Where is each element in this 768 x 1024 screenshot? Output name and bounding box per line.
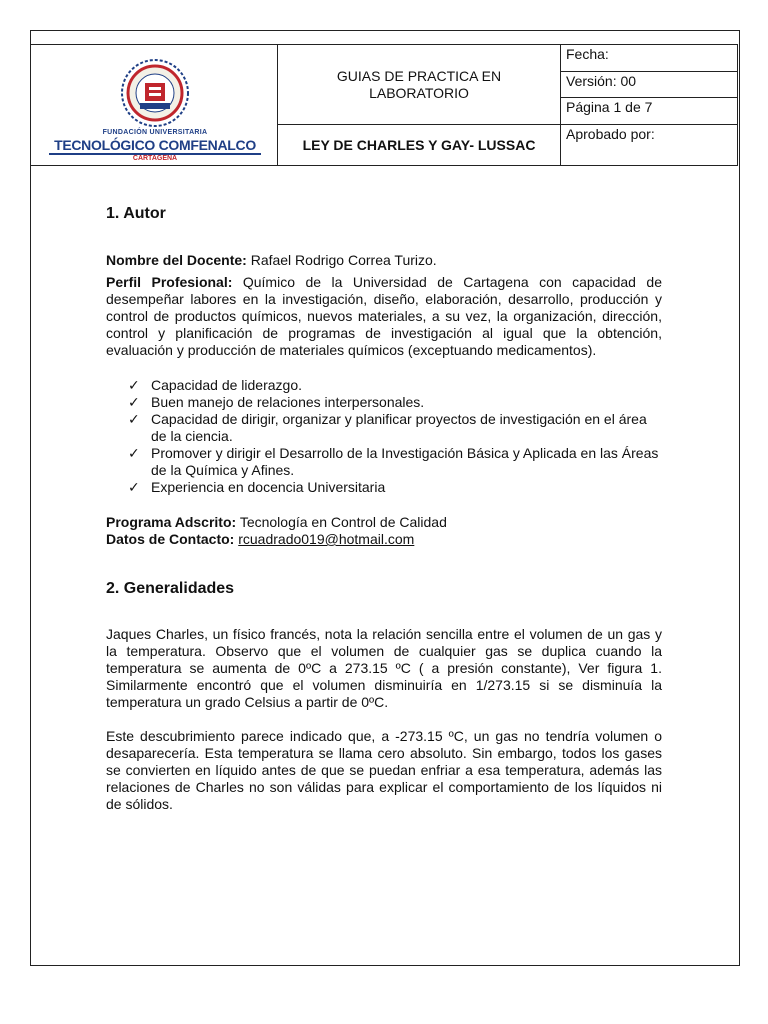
document-subtitle-cell: [277, 124, 561, 166]
generalidades-paragraph-1: Jaques Charles, un físico francés, nota la relación sencilla entre el volumen de un gas y la temperatura. Observo que el volumen de cualquier gas se duplica cuando la temperatura se aumenta de 0ºC a 273.15 ºC ( a presión constante), Ver figura 1. Similarmente encontró que el volumen disminuiría en 1/273.15 si se disminuía la temperatura un grado Celsius a partir de 0ºC.: [106, 626, 662, 710]
logo-line-1: FUNDACIÓN UNIVERSITARIA: [102, 129, 208, 136]
docente-label: Nombre del Docente:: [106, 252, 247, 268]
list-item: [106, 479, 662, 496]
contacto-label: Datos de Contacto:: [106, 531, 235, 547]
programa-label: Programa Adscrito:: [106, 514, 237, 530]
list-item: [106, 377, 662, 394]
list-item: [106, 445, 662, 479]
list-item-text: Capacidad de dirigir, organizar y planificar proyectos de investigación en el área de la ciencia.: [151, 411, 647, 444]
list-item: [106, 411, 662, 445]
document-title-cell: [277, 44, 561, 125]
pagina-label: Página 1 de 7: [566, 99, 653, 115]
perfil-label: Perfil Profesional:: [106, 274, 233, 290]
perfil-value: Químico de la Universidad de Cartagena con capacidad de desempeñar labores en la investigación, diseño, elaboración, desarrollo, producción y control de productos químicos, nuevos materiales, a su vez, la organización, dirección, control y planificación de programas de investigación al igual que la obtención, evaluación y producción de materiales químicos (exceptuando medicamentos).: [106, 274, 662, 358]
logo-line-3: CARTAGENA: [132, 155, 178, 162]
fecha-label: Fecha:: [566, 46, 609, 62]
document-header: [30, 44, 738, 166]
aprobado-cell: [560, 124, 738, 166]
institution-logo: [43, 55, 267, 162]
check-icon: ✓: [128, 445, 140, 461]
version-label: Versión: 00: [566, 73, 637, 89]
check-icon: ✓: [128, 394, 140, 410]
logo-line-2: TECNOLÓGICO COMFENALCO: [54, 137, 256, 153]
contacto-line: [106, 531, 662, 548]
list-item-text: Experiencia en docencia Universitaria: [151, 479, 386, 495]
aprobado-label: Aprobado por:: [566, 126, 655, 142]
section-heading-autor: 1. Autor: [106, 205, 166, 222]
list-item-text: Buen manejo de relaciones interpersonales.: [151, 394, 425, 410]
document-title: GUIAS DE PRACTICA EN LABORATORIO: [336, 67, 502, 101]
list-item-text: Promover y dirigir el Desarrollo de la Investigación Básica y Aplicada en las Áreas de la Química y Afines.: [151, 445, 659, 478]
docente-line: [106, 252, 662, 269]
check-icon: ✓: [128, 411, 140, 427]
version-cell: [560, 71, 738, 98]
contact-email-link[interactable]: rcuadrado019@hotmail.com: [238, 531, 415, 547]
document-body: [106, 205, 662, 813]
list-item: [106, 394, 662, 411]
programa-value: Tecnología en Control de Calidad: [236, 514, 447, 530]
seal-icon: [95, 57, 215, 129]
list-item-text: Capacidad de liderazgo.: [151, 377, 302, 393]
programa-line: [106, 514, 662, 531]
logo-cell: [30, 44, 278, 166]
perfil-paragraph: [106, 274, 662, 359]
pagina-cell: [560, 97, 738, 125]
section-heading-generalidades: 2. Generalidades: [106, 580, 235, 597]
document-subtitle: LEY DE CHARLES Y GAY- LUSSAC: [302, 137, 536, 153]
skills-list: [106, 377, 662, 496]
fecha-cell: [560, 44, 738, 72]
check-icon: ✓: [128, 479, 140, 495]
docente-value: Rafael Rodrigo Correa Turizo.: [246, 252, 437, 268]
check-icon: ✓: [128, 377, 140, 393]
generalidades-paragraph-2: Este descubrimiento parece indicado que, a -273.15 ºC, un gas no tendría volumen o desaparecería. Esta temperatura se llama cero absoluto. Sin embargo, todos los gases se convierten en líquido antes de que se puedan enfriar a esa temperatura, además las relaciones de Charles no son válidas para explicar el comportamiento de los líquidos ni de sólidos.: [106, 728, 662, 812]
